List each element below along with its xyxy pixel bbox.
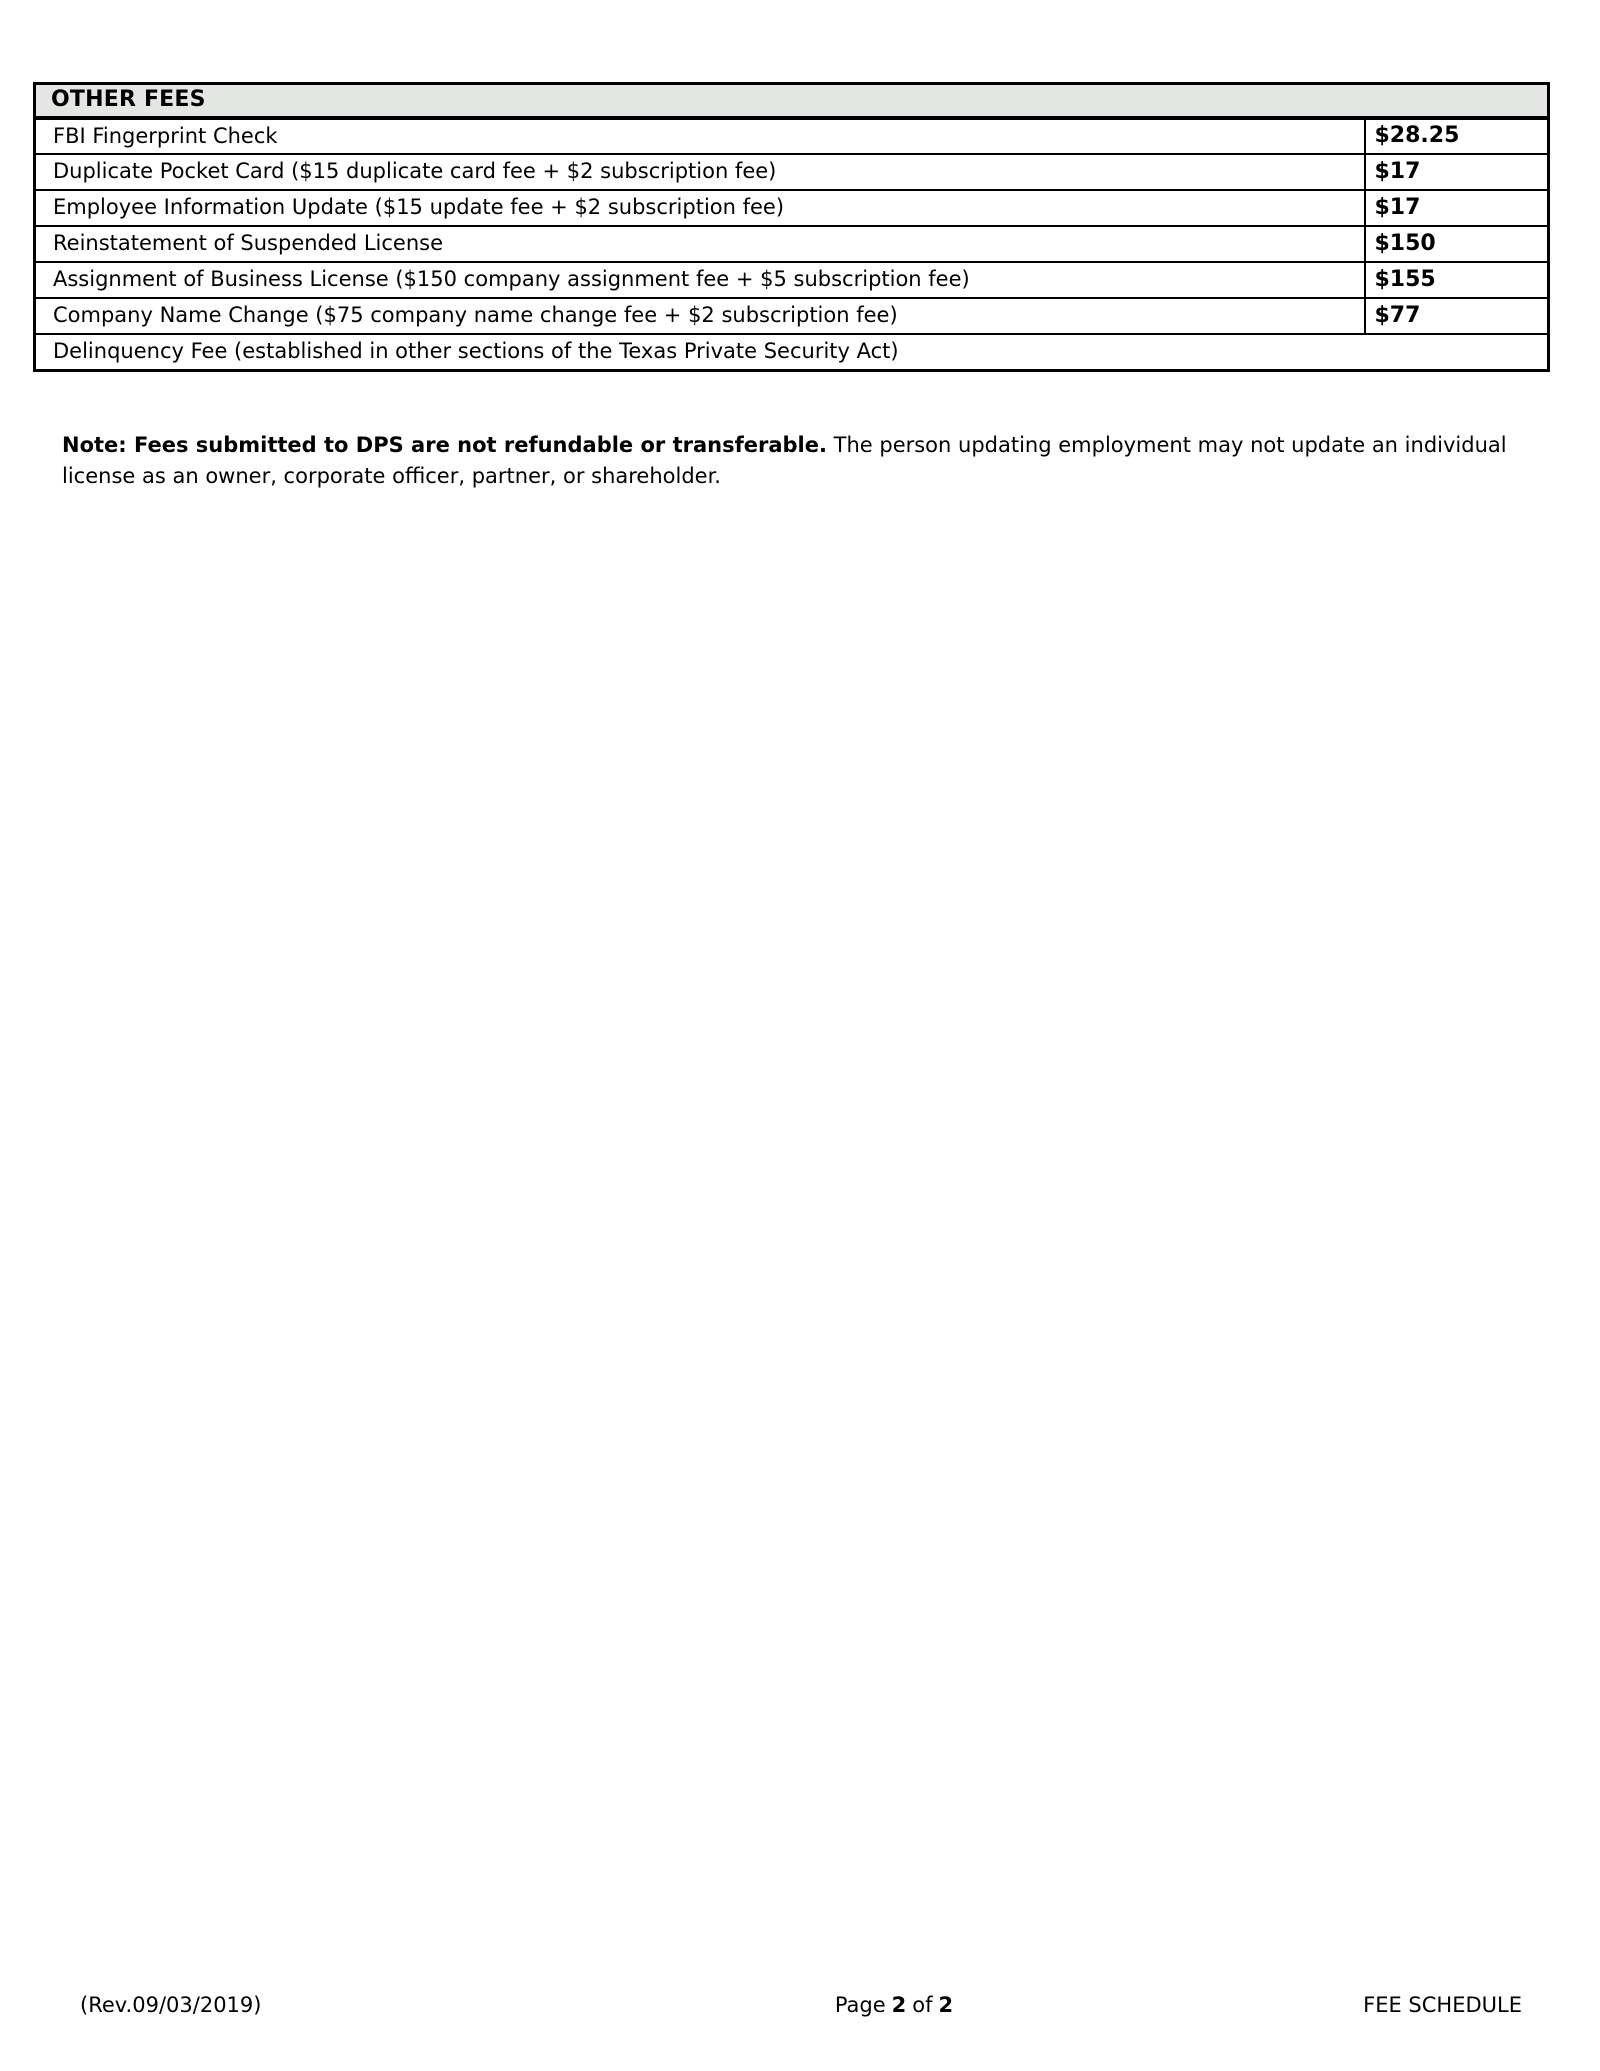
footer-of-word: of xyxy=(912,1993,933,2017)
table-row xyxy=(35,226,1549,262)
table-row xyxy=(35,262,1549,298)
page-footer xyxy=(0,1993,1600,2023)
table-row xyxy=(35,298,1549,334)
fee-label: Duplicate Pocket Card ($15 duplicate card fee + $2 subscription fee) xyxy=(35,154,1365,190)
table-row xyxy=(35,334,1549,370)
note-body-text: The person updating employment may not update an individual license as an owner, corporate officer, partner, or shareholder. xyxy=(62,433,1507,488)
footer-page-indicator xyxy=(835,1993,953,2017)
fee-amount: $17 xyxy=(1365,154,1549,190)
footer-page-word: Page xyxy=(834,1993,886,2017)
fee-amount: $17 xyxy=(1365,190,1549,226)
note-paragraph xyxy=(62,430,1522,492)
footer-revision-date: (Rev.09/03/2019) xyxy=(80,1993,262,2017)
fee-label: Employee Information Update ($15 update fee + $2 subscription fee) xyxy=(35,190,1365,226)
table-header-title: OTHER FEES xyxy=(35,84,1549,119)
footer-page-total: 2 xyxy=(938,1993,954,2017)
fee-label: Delinquency Fee (established in other sections of the Texas Private Security Act) xyxy=(35,334,1549,370)
table-row xyxy=(35,118,1549,154)
note-bold-text: Note: Fees submitted to DPS are not refundable or transferable. xyxy=(62,433,827,457)
fee-amount: $155 xyxy=(1365,262,1549,298)
fee-amount: $77 xyxy=(1365,298,1549,334)
fee-amount: $150 xyxy=(1365,226,1549,262)
fee-label: Assignment of Business License ($150 company assignment fee + $5 subscription fee) xyxy=(35,262,1365,298)
fee-label: FBI Fingerprint Check xyxy=(35,118,1365,154)
table-row xyxy=(35,190,1549,226)
fee-label: Reinstatement of Suspended License xyxy=(35,226,1365,262)
other-fees-table-container xyxy=(33,82,1550,372)
other-fees-table xyxy=(33,82,1550,372)
footer-page-number: 2 xyxy=(891,1993,907,2017)
footer-doc-title: FEE SCHEDULE xyxy=(1363,1993,1522,2017)
fee-label: Company Name Change ($75 company name change fee + $2 subscription fee) xyxy=(35,298,1365,334)
fee-amount: $28.25 xyxy=(1365,118,1549,154)
table-row xyxy=(35,154,1549,190)
table-header-row xyxy=(35,84,1549,119)
